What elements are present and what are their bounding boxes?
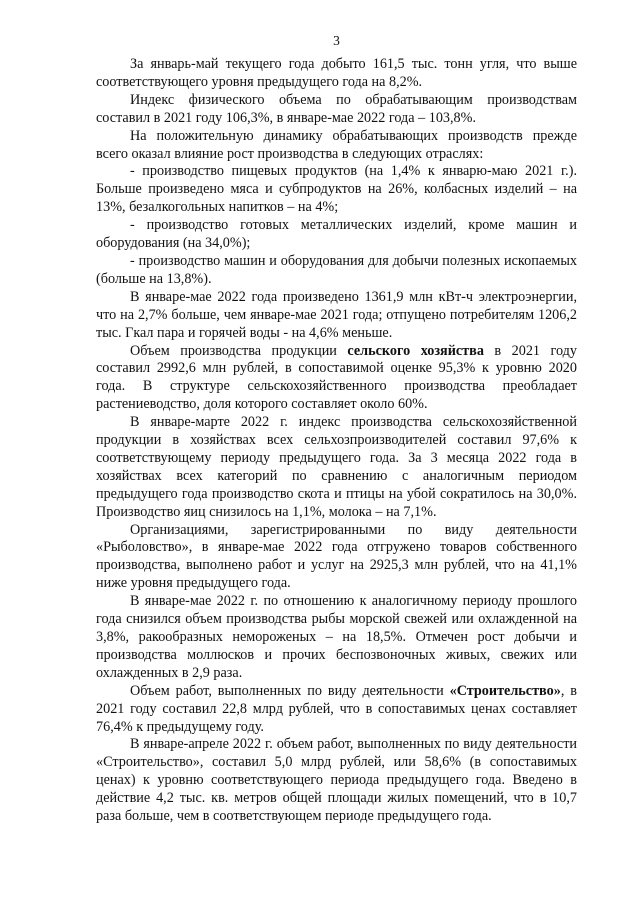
construction-text-after: , в 2021 году составил 22,8 млрд рублей, что в сопоставимых ценах составляет 76,4% к предыдущему году. (96, 682, 578, 735)
paragraph-electricity: В январе-мае 2022 года произведено 1361,9 млн кВт-ч электроэнергии, что на 2,7% больше, чем январе-мае 2021 года; отпущено потребителям 1206,2 тыс. Гкал пара и горячей воды - на 4,6% меньше. (96, 288, 577, 341)
list-item-mining-machinery: - производство машин и оборудования для добычи полезных ископаемых (больше на 13,8%). (96, 252, 577, 287)
construction-text-before: Объем работ, выполненных по виду деятельности (130, 682, 450, 699)
paragraph-agriculture (96, 343, 577, 415)
construction-bold-term: «Строительство» (449, 682, 561, 699)
paragraph-fish-production: В январе-мае 2022 г. по отношению к аналогичному периоду прошлого года снизился объем производства рыбы морской свежей или охлажденной на 3,8%, ракообразных немороженых – на 18,5%. Отмечен рост добычи и производства моллюсков и прочих беспозвоночных живых, свежих или охлажденных в 2,9 раза. (96, 593, 577, 681)
paragraph-manufacturing-growth-intro: На положительную динамику обрабатывающих производств прежде всего оказал влияние рост производства в следующих отраслях: (96, 127, 577, 162)
agriculture-bold-term: сельского хозяйства (347, 342, 484, 359)
paragraph-construction (96, 683, 577, 737)
agriculture-text-after: в 2021 году составил 2992,6 млн рублей, в сопоставимой оценке 95,3% к уровню 2020 года. В структуре сельскохозяйственного производства преобладает растениеводство, доля которого составляет около 60%. (96, 342, 577, 413)
list-item-metal-products: - производство готовых металлических изделий, кроме машин и оборудования (на 34,0%); (96, 217, 577, 252)
paragraph-coal-mining: За январь-май текущего года добыто 161,5 тыс. тонн угля, что выше соответствующего уровня предыдущего года на 8,2%. (96, 56, 577, 90)
page-number: 3 (333, 33, 340, 48)
agriculture-text-before: Объем производства продукции (130, 342, 348, 359)
paragraph-agriculture-index: В январе-марте 2022 г. индекс производства сельскохозяйственной продукции в хозяйствах всех сельхозпроизводителей составил 97,6% к соответствующему периоду предыдущего года. За 3 месяца 2022 года в хозяйствах всех категорий по сравнению с аналогичным периодом предыдущего года производство скота и птицы на убой сократилось на 30,0%. Производство яиц снизилось на 1,1%, молока – на 7,1%. (96, 414, 577, 520)
paragraph-fishing: Организациями, зарегистрированными по виду деятельности «Рыболовство», в январе-мае 2022 года отгружено товаров собственного производства, выполнено работ и услуг на 2925,3 млн рублей, что на 41,1% ниже уровня предыдущего года. (96, 521, 577, 592)
list-item-food-production: - производство пищевых продуктов (на 1,4% к январю-маю 2021 г.). Больше произведено мяса и субпродуктов на 26%, колбасных изделий – на 13%, безалкогольных напитков – на 4%; (96, 163, 577, 216)
paragraph-manufacturing-index: Индекс физического объема по обрабатывающим производствам составил в 2021 году 106,3%, в январе-мае 2022 года – 103,8%. (96, 91, 577, 126)
paragraph-construction-housing: В январе-апреле 2022 г. объем работ, выполненных по виду деятельности «Строительство», составил 5,0 млрд рублей, или 58,6% (в сопоставимых ценах) к уровню соответствующего периода предыдущего года. Введено в действие 4,2 тыс. кв. метров общей площади жилых помещений, что в 10,7 раза больше, чем в соответствующем периоде предыдущего года. (96, 736, 577, 825)
